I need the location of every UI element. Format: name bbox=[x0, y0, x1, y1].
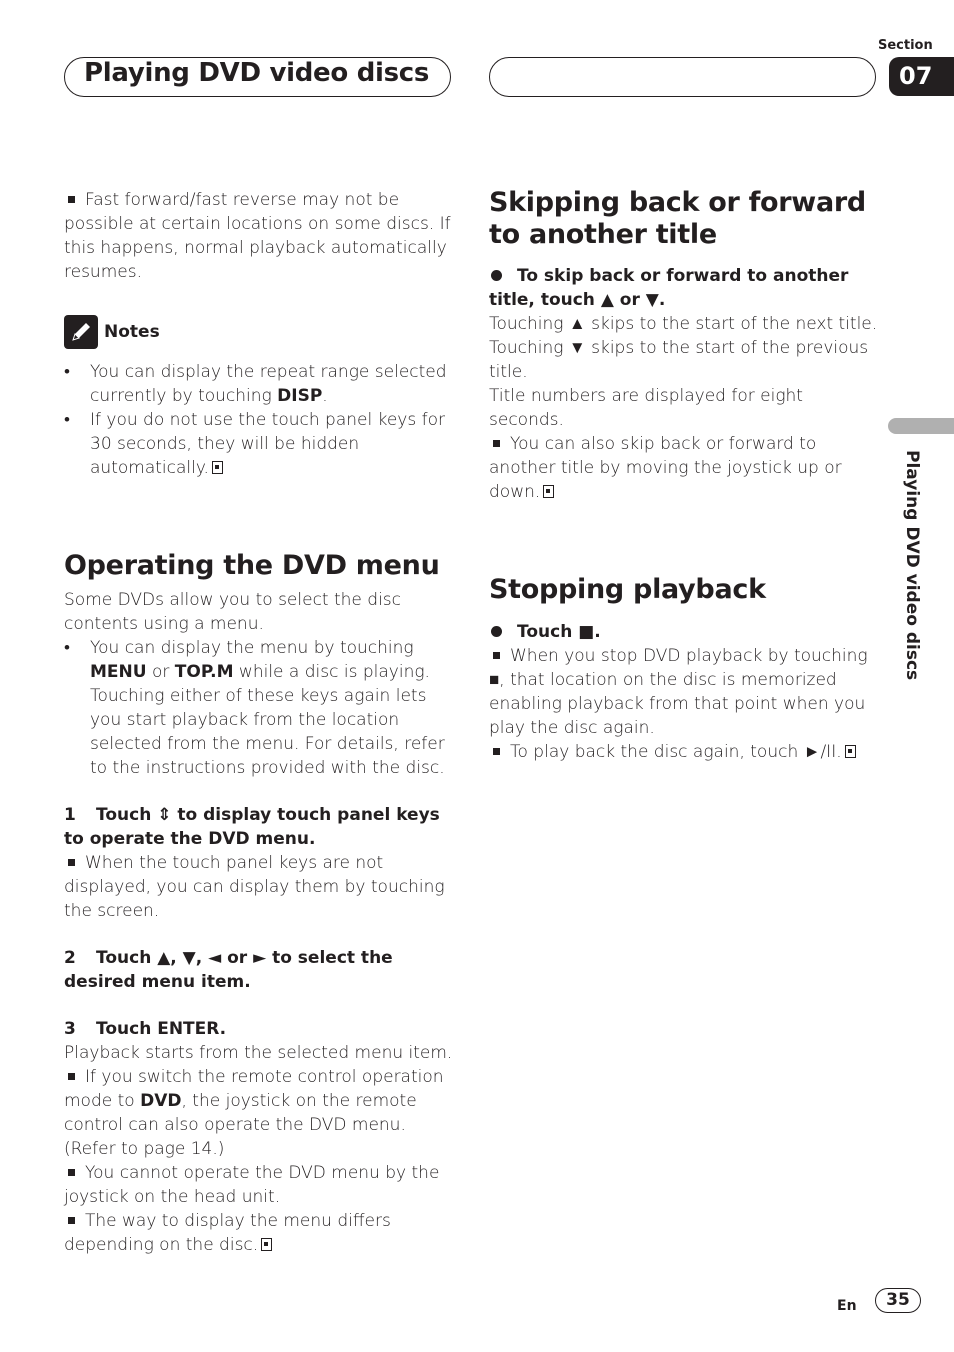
square-bullet-icon bbox=[68, 1169, 75, 1176]
skip-note: You can also skip back or forward to another title by moving the joystick up or down. bbox=[489, 434, 842, 502]
step-1-note: When the touch panel keys are not displayed, you can display them by touching the screen. bbox=[64, 853, 445, 921]
skip-instruction: To skip back or forward to another title, touch ▲ or ▼. bbox=[489, 266, 849, 310]
section-title-dvd-menu: Operating the DVD menu bbox=[64, 550, 440, 581]
skip-body-1: Touching ▲ skips to the start of the next title. Touching ▼ skips to the start of the previous title. bbox=[489, 314, 878, 382]
end-mark-icon bbox=[543, 485, 554, 498]
bullet-dot-icon bbox=[491, 626, 502, 637]
notes-heading bbox=[64, 314, 454, 350]
note-remote-control: If you switch the remote control operation mode to DVD, the joystick on the remote control can also operate the DVD menu. (Refer to page 14.) bbox=[64, 1067, 444, 1159]
section-number-tab: 07 bbox=[889, 57, 954, 96]
page-number: 35 bbox=[875, 1288, 921, 1313]
section-label: Section bbox=[878, 38, 933, 53]
step-2: 2 Touch ▲, ▼, ◄ or ► to select the desired menu item. bbox=[64, 948, 393, 992]
square-bullet-icon bbox=[493, 748, 500, 755]
side-tab-label: Playing DVD video discs bbox=[902, 450, 922, 681]
fast-forward-note: Fast forward/fast reverse may not be possible at certain locations on some discs. If this happens, normal playback automatically resumes. bbox=[64, 190, 451, 282]
notes-label: Notes bbox=[104, 322, 160, 342]
square-bullet-icon bbox=[68, 196, 75, 203]
navigation-arrows-icon: ⇕ bbox=[157, 805, 172, 825]
square-bullet-icon bbox=[68, 1217, 75, 1224]
right-column bbox=[489, 187, 879, 764]
end-mark-icon bbox=[212, 461, 223, 474]
stop-instruction: Touch ■. bbox=[489, 620, 879, 644]
stop-note-1: When you stop DVD playback by touching ■, that location on the disc is memorized enabling playback from that point when you play the disc again. bbox=[489, 646, 868, 738]
square-bullet-icon bbox=[493, 652, 500, 659]
note-joystick: You cannot operate the DVD menu by the joystick on the head unit. bbox=[64, 1163, 440, 1207]
note-item-disp: • You can display the repeat range selected currently by touching DISP. bbox=[64, 362, 447, 406]
header-empty-frame bbox=[489, 57, 876, 97]
step-3: 3 Touch ENTER. bbox=[64, 1019, 227, 1039]
page-title: Playing DVD video discs bbox=[84, 58, 430, 88]
note-menu-differs: The way to display the menu differs depending on the disc. bbox=[64, 1211, 391, 1255]
end-mark-icon bbox=[261, 1238, 272, 1251]
note-item-auto-hide: • If you do not use the touch panel keys for 30 seconds, they will be hidden automatically. bbox=[64, 410, 446, 478]
square-bullet-icon bbox=[68, 1073, 75, 1080]
step-3-body: Playback starts from the selected menu item. bbox=[64, 1043, 453, 1063]
dvd-menu-bullet: • You can display the menu by touching MENU or TOP.M while a disc is playing. Touching either of these keys again lets you start playback from the location selected from the menu. For details, refer to the instructions provided with the disc. bbox=[64, 638, 445, 778]
left-column bbox=[64, 188, 454, 1257]
square-bullet-icon bbox=[493, 440, 500, 447]
bullet-dot-icon bbox=[491, 270, 502, 281]
square-bullet-icon bbox=[68, 859, 75, 866]
end-mark-icon bbox=[845, 745, 856, 758]
pencil-note-icon bbox=[64, 315, 98, 349]
language-label: En bbox=[837, 1298, 857, 1314]
section-title-skipping: Skipping back or forward to another title bbox=[489, 187, 866, 250]
side-tab-marker bbox=[888, 418, 954, 434]
dvd-menu-intro: Some DVDs allow you to select the disc contents using a menu. bbox=[64, 590, 402, 634]
stop-note-2: To play back the disc again, touch ►/II. bbox=[489, 740, 879, 764]
step-1: 1 Touch ⇕ to display touch panel keys to operate the DVD menu. bbox=[64, 805, 440, 849]
section-title-stopping: Stopping playback bbox=[489, 574, 766, 605]
skip-body-2: Title numbers are displayed for eight seconds. bbox=[489, 386, 803, 430]
